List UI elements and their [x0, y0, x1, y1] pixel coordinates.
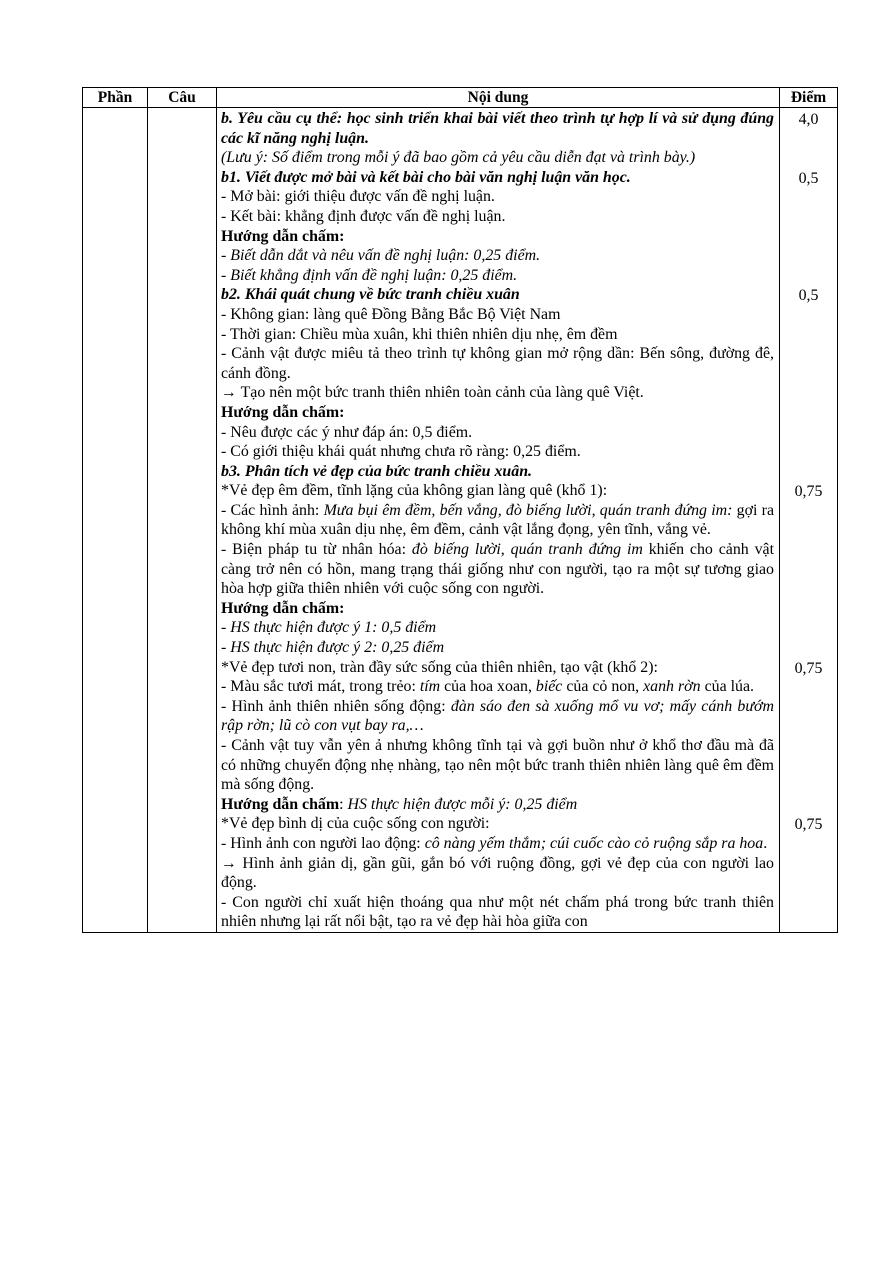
text-run: - Con người chỉ xuất hiện thoáng qua như một nét chấm phá trong bức tranh thiên nhiên nhưng lại rất nổi bật, tạo ra vẻ đẹp hài hòa giữa con	[221, 893, 774, 931]
text-run: của lúa.	[700, 678, 754, 696]
content-paragraph	[221, 599, 774, 619]
content-paragraph	[221, 285, 774, 305]
header-row	[83, 88, 838, 108]
text-run: - HS thực hiện được ý 2: 0,25 điểm	[221, 639, 445, 657]
content-paragraph	[221, 795, 774, 815]
score-value: 0,75	[794, 815, 823, 833]
content-paragraph	[221, 344, 774, 383]
text-run: b1. Viết được mở bài và kết bài cho bài văn nghị luận văn học.	[221, 168, 631, 186]
rubric-table	[82, 87, 838, 933]
content-paragraph	[221, 109, 774, 148]
header-diem: Điểm	[780, 88, 838, 108]
text-run: b3. Phân tích vẻ đẹp của bức tranh chiều xuân.	[221, 462, 533, 480]
text-run: b2. Khái quát chung về bức tranh chiều xuân	[221, 286, 520, 304]
content-text	[217, 108, 779, 932]
content-paragraph	[221, 677, 774, 697]
text-run: Mưa bụi êm đềm, bến vắng, đò biếng lười, quán tranh đứng im:	[323, 501, 733, 519]
text-run: → Tạo nên một bức tranh thiên nhiên toàn cảnh của làng quê Việt.	[221, 384, 644, 402]
content-paragraph	[221, 227, 774, 247]
text-run: Hướng dẫn chấm:	[221, 227, 345, 245]
text-run: cô nàng yếm thắm; cúi cuốc cào cỏ ruộng sắp ra hoa	[424, 834, 764, 852]
score-value: 0,5	[798, 286, 819, 304]
text-run: đò biếng lười, quán tranh đứng im	[411, 541, 643, 559]
text-run: - Các hình ảnh:	[221, 501, 324, 519]
content-paragraph	[221, 854, 774, 893]
text-run: - Biết khẳng định vấn đề nghị luận: 0,25 điểm.	[221, 266, 518, 284]
content-paragraph	[221, 638, 774, 658]
content-paragraph	[221, 814, 774, 834]
text-run: *Vẻ đẹp êm đềm, tĩnh lặng của không gian làng quê (khổ 1):	[221, 482, 608, 500]
score-value: 0,75	[794, 659, 823, 677]
content-paragraph	[221, 305, 774, 325]
content-paragraph	[221, 462, 774, 482]
text-run: - Biết dẫn dắt và nêu vấn đề nghị luận: 0,25 điểm.	[221, 247, 541, 265]
text-run: của hoa xoan,	[440, 678, 536, 696]
text-run: - Hình ảnh thiên nhiên sống động:	[221, 697, 451, 715]
content-paragraph	[221, 423, 774, 443]
text-run: b. Yêu cầu cụ thể: học sinh triển khai bài viết theo trình tự hợp lí và sử dụng đúng các kĩ năng nghị luận.	[221, 110, 774, 147]
phan-cell	[83, 108, 148, 933]
content-paragraph	[221, 325, 774, 345]
text-run: - Không gian: làng quê Đồng Bằng Bắc Bộ Việt Nam	[221, 305, 561, 323]
text-run: xanh rờn	[643, 678, 701, 696]
text-run: *Vẻ đẹp bình dị của cuộc sống con người:	[221, 815, 490, 833]
text-run: .	[763, 834, 768, 852]
score-value: 0,75	[794, 482, 823, 500]
text-run: - Có giới thiệu khái quát nhưng chưa rõ ràng: 0,25 điểm.	[221, 443, 581, 461]
score-cell	[780, 108, 838, 933]
text-run: - Nêu được các ý như đáp án: 0,5 điểm.	[221, 423, 473, 441]
score-value: 0,5	[798, 169, 819, 187]
content-paragraph	[221, 697, 774, 736]
header-cau: Câu	[148, 88, 217, 108]
content-paragraph	[221, 148, 774, 168]
text-run: → Hình ảnh giản dị, gần gũi, gắn bó với ruộng đồng, gợi vẻ đẹp của con người lao động.	[221, 854, 774, 892]
text-run: của cỏ non,	[562, 678, 644, 696]
text-run: gợi ra không khí mùa xuân dịu nhẹ, êm đềm, cảnh vật lắng đọng, yên tĩnh, vắng vẻ.	[221, 501, 774, 539]
content-paragraph	[221, 246, 774, 266]
text-run: - Biện pháp tu từ nhân hóa:	[221, 541, 412, 559]
content-paragraph	[221, 442, 774, 462]
text-run: *Vẻ đẹp tươi non, tràn đầy sức sống của thiên nhiên, tạo vật (khổ 2):	[221, 658, 658, 676]
text-run: Hướng dẫn chấm:	[221, 403, 345, 421]
content-paragraph	[221, 383, 774, 403]
content-paragraph	[221, 893, 774, 932]
text-run: - Mở bài: giới thiệu được vấn đề nghị luận.	[221, 188, 495, 206]
content-paragraph	[221, 187, 774, 207]
text-run: - Kết bài: khẳng định được vấn đề nghị luận.	[221, 207, 506, 225]
header-noi-dung: Nội dung	[217, 88, 780, 108]
score-column	[780, 110, 837, 835]
text-run: - Cảnh vật được miêu tả theo trình tự không gian mở rộng dần: Bến sông, đường đê, cánh đồng.	[221, 345, 774, 382]
text-run: - Cảnh vật tuy vẫn yên ả nhưng không tĩnh tại và gợi buồn như ở khổ thơ đầu mà đã có những chuyển động nhẹ nhàng, tạo nên một bức tranh thiên nhiên làng quê êm đềm mà sống động.	[221, 737, 774, 794]
text-run: - Màu sắc tươi mát, trong trẻo:	[221, 678, 420, 696]
content-paragraph	[221, 501, 774, 540]
text-run: Hướng dẫn chấm:	[221, 599, 345, 617]
content-paragraph	[221, 481, 774, 501]
text-run: (Lưu ý: Số điểm trong mỗi ý đã bao gồm cả yêu cầu diễn đạt và trình bày.)	[221, 149, 696, 167]
text-run: :	[339, 795, 348, 813]
content-paragraph	[221, 403, 774, 423]
content-paragraph	[221, 207, 774, 227]
content-paragraph	[221, 736, 774, 795]
cau-cell	[148, 108, 217, 933]
content-paragraph	[221, 168, 774, 188]
text-run: HS thực hiện được mỗi ý: 0,25 điểm	[347, 795, 578, 813]
text-run: - HS thực hiện được ý 1: 0,5 điểm	[221, 619, 437, 637]
header-phan: Phần	[83, 88, 148, 108]
text-run: - Hình ảnh con người lao động:	[221, 834, 425, 852]
content-paragraph	[221, 834, 774, 854]
text-run: tím	[419, 678, 441, 696]
score-value: 4,0	[798, 111, 819, 128]
content-paragraph	[221, 658, 774, 678]
text-run: đàn sáo đen sà xuống mổ vu vơ; mấy cánh bướm rập rờn; lũ cò con vụt bay ra,…	[221, 697, 774, 735]
content-row	[83, 108, 838, 933]
text-run: biếc	[535, 678, 563, 696]
text-run: - Thời gian: Chiều mùa xuân, khi thiên nhiên dịu nhẹ, êm đềm	[221, 325, 618, 343]
content-paragraph	[221, 540, 774, 599]
text-run: khiến cho cảnh vật càng trở nên có hồn, mang trạng thái giống như con người, tạo ra một sự tương giao hòa hợp giữa thiên nhiên với cuộc sống con người.	[221, 541, 775, 598]
text-run: Hướng dẫn chấm	[221, 795, 340, 813]
content-cell	[217, 108, 780, 933]
content-paragraph	[221, 618, 774, 638]
content-paragraph	[221, 266, 774, 286]
